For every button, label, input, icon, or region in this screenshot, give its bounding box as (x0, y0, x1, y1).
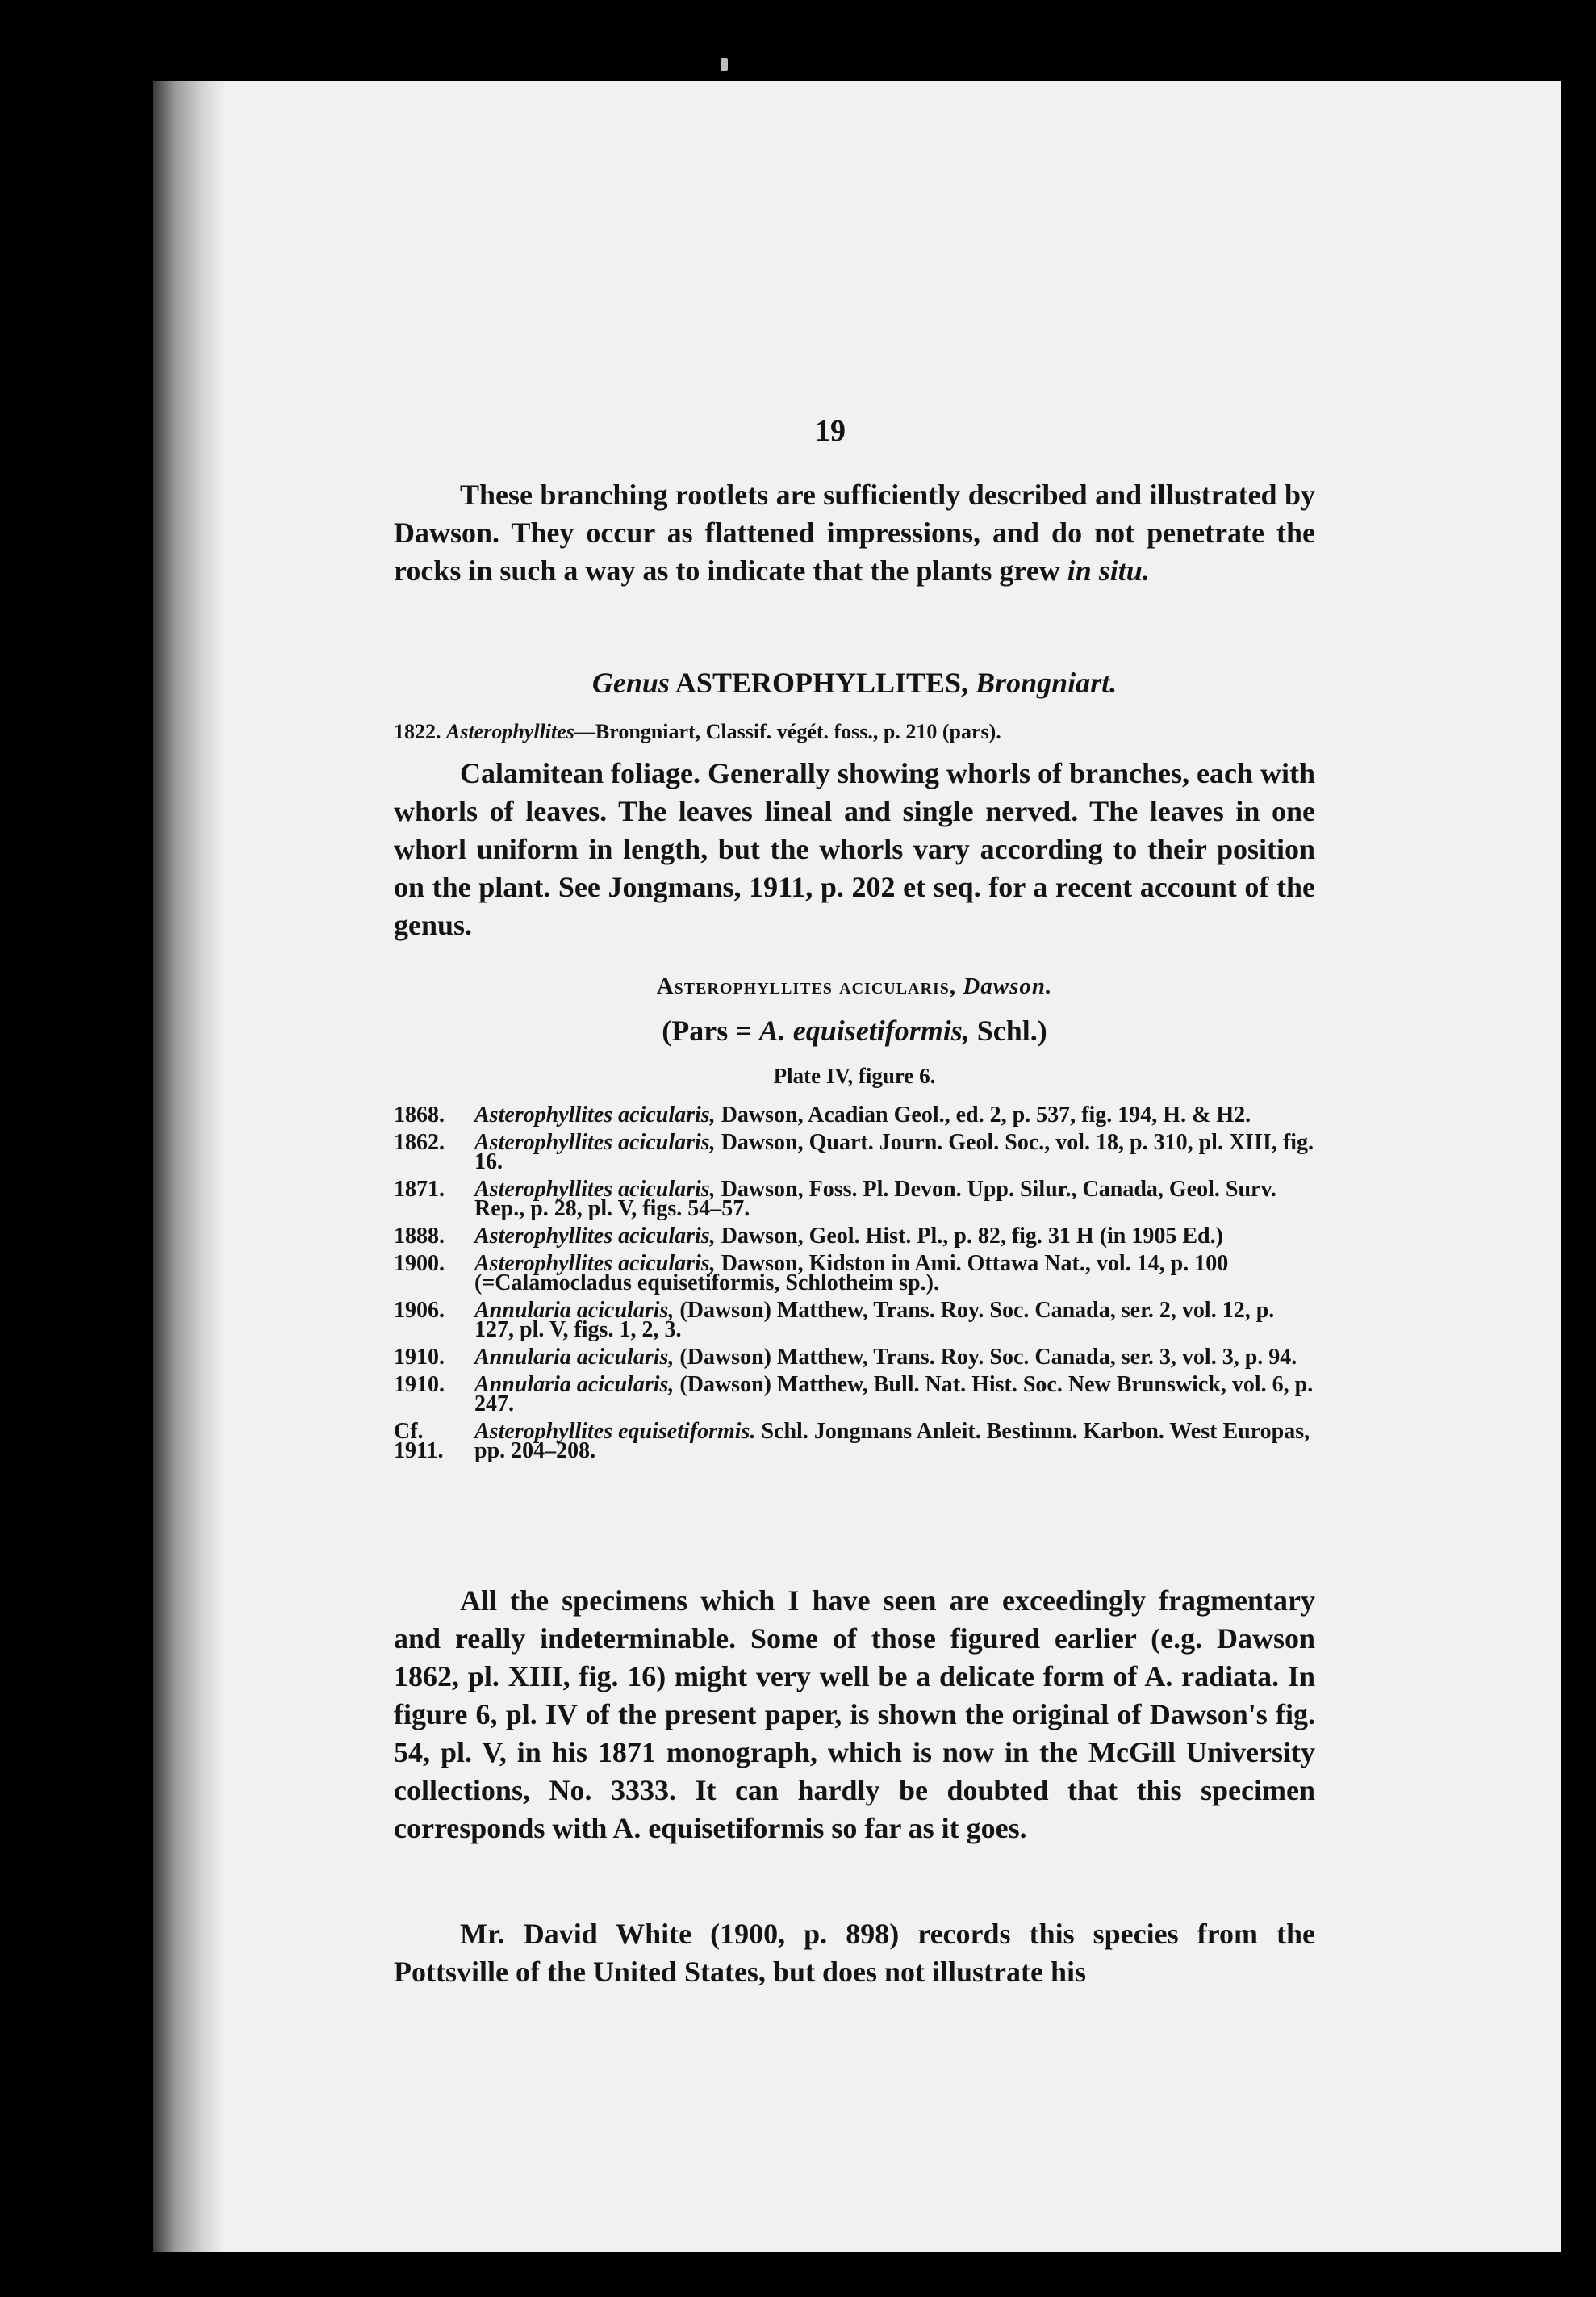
synonymy-year: 1910. (394, 1372, 445, 1397)
genus-description-text: Calamitean foliage. Generally showing whorls of branches, each with whorls of leaves. The leaves lineal and single nerved. The leaves in one whorl uniform in length, but the whorls vary according to their position on the plant. See Jongmans, 1911, p. 202 et seq. for a recent account of the genus. (394, 757, 1315, 941)
synonymy-taxon: Asterophyllites equisetiformis. (474, 1419, 756, 1444)
synonymy-year: 1910. (394, 1345, 445, 1370)
book-spine-shadow (153, 81, 226, 2252)
synonymy-taxon: Asterophyllites acicularis, (474, 1177, 716, 1202)
synonymy-entry (394, 1372, 1315, 1416)
synonymy-citation: (Dawson) Matthew, Trans. Roy. Soc. Canada, ser. 2, vol. 12, p. 127, pl. V, figs. 1, 2, 3. (474, 1298, 1275, 1342)
synonymy-text (474, 1102, 1315, 1128)
synonymy-citation: Schl. Jongmans Anleit. Bestimm. Karbon. West Europas, pp. 204–208. (474, 1419, 1310, 1463)
page-number: 19 (815, 414, 846, 448)
intro-paragraph (394, 476, 1315, 590)
synonymy-citation: Dawson, Foss. Pl. Devon. Upp. Silur., Canada, Geol. Surv. Rep., p. 28, pl. V, figs. 54–57. (474, 1177, 1276, 1221)
synonymy-entry (394, 1298, 1315, 1342)
synonymy-year: 1871. (394, 1177, 445, 1202)
synonymy-taxon: Annularia acicularis, (474, 1372, 675, 1397)
scan-mark (721, 58, 728, 71)
synonymy-entry (394, 1224, 1315, 1249)
synonymy-text (474, 1298, 1315, 1342)
pars-prefix: (Pars = (662, 1015, 752, 1047)
discussion-1-text: All the specimens which I have seen are exceedingly fragmentary and really indeterminable. Some of those figured earlier (e.g. Dawson 1862, pl. XIII, fig. 16) might very well be a delicate form of A. radiata. In figure 6, pl. IV of the present paper, is shown the original of Dawson's fig. 54, pl. V, in his 1871 monograph, which is now in the McGill University collections, No. 3333. It can hardly be doubted that this specimen corresponds with A. equisetiformis so far as it goes. (394, 1584, 1315, 1844)
synonymy-entry (394, 1102, 1315, 1128)
synonymy-taxon: Asterophyllites acicularis, (474, 1224, 716, 1249)
genus-reference (394, 720, 1315, 744)
synonymy-text (474, 1130, 1315, 1174)
intro-italic: in situ. (1067, 554, 1150, 587)
synonymy-text (474, 1251, 1315, 1295)
genus-ref-taxon: Asterophyllites (446, 720, 574, 743)
synonymy-taxon: Asterophyllites acicularis, (474, 1130, 716, 1155)
synonymy-taxon: Annularia acicularis, (474, 1298, 675, 1323)
pars-taxon: A. equisetiformis, (758, 1015, 970, 1047)
synonymy-taxon: Asterophyllites acicularis, (474, 1251, 716, 1276)
synonymy-taxon: Asterophyllites acicularis, (474, 1102, 716, 1128)
pars-suffix: Schl.) (976, 1015, 1047, 1047)
synonymy-year: 1906. (394, 1298, 445, 1323)
synonymy-citation: Dawson, Acadian Geol., ed. 2, p. 537, fig. 194, H. & H2. (721, 1102, 1251, 1128)
synonymy-citation: Dawson, Geol. Hist. Pl., p. 82, fig. 31 H (in 1905 Ed.) (721, 1224, 1223, 1249)
synonymy-entry (394, 1251, 1315, 1295)
species-heading (394, 973, 1315, 1000)
synonymy-year: 1888. (394, 1224, 445, 1249)
genus-heading (394, 666, 1315, 700)
synonymy-text (474, 1419, 1315, 1463)
synonymy-year: 1900. (394, 1251, 445, 1276)
synonymy-citation: Dawson, Kidston in Ami. Ottawa Nat., vol. 14, p. 100 (=Calamocladus equisetiformis, Schlotheim sp.). (474, 1251, 1229, 1295)
synonymy-citation: Dawson, Quart. Journ. Geol. Soc., vol. 18, p. 310, pl. XIII, fig. 16. (474, 1130, 1314, 1174)
genus-name: ASTEROPHYLLITES, (675, 667, 969, 699)
synonymy-entry (394, 1345, 1315, 1370)
synonymy-year: 1868. (394, 1102, 445, 1128)
synonymy-citation: (Dawson) Matthew, Bull. Nat. Hist. Soc. New Brunswick, vol. 6, p. 247. (474, 1372, 1314, 1416)
species-pars-line (394, 1014, 1315, 1048)
discussion-2-text: Mr. David White (1900, p. 898) records this species from the Pottsville of the United States, but does not illustrate his (394, 1918, 1315, 1988)
synonymy-text (474, 1177, 1315, 1221)
genus-ref-text: —Brongniart, Classif. végét. foss., p. 210 (pars). (574, 720, 1001, 743)
synonymy-year: Cf. 1911. (394, 1419, 444, 1463)
synonymy-taxon: Annularia acicularis, (474, 1345, 675, 1370)
plate-reference: Plate IV, figure 6. (773, 1064, 936, 1088)
synonymy-entry (394, 1419, 1315, 1463)
synonymy-citation: (Dawson) Matthew, Trans. Roy. Soc. Canada, ser. 3, vol. 3, p. 94. (679, 1345, 1297, 1370)
species-name: Asterophyllites acicularis, (656, 973, 957, 999)
synonymy-year: 1862. (394, 1130, 445, 1155)
synonymy-entry (394, 1130, 1315, 1174)
genus-author: Brongniart. (976, 667, 1118, 699)
discussion-paragraph-2 (394, 1915, 1315, 1991)
species-author: Dawson. (963, 973, 1053, 999)
synonymy-text (474, 1345, 1315, 1370)
genus-description (394, 755, 1315, 944)
genus-ref-year: 1822. (394, 720, 441, 743)
intro-text: These branching rootlets are sufficiently described and illustrated by Dawson. They occur as flattened impressions, and do not penetrate the rocks in such a way as to indicate that the plants grew (394, 479, 1315, 587)
synonymy-list (394, 1102, 1315, 1469)
synonymy-text (474, 1224, 1315, 1249)
genus-label: Genus (591, 667, 670, 699)
synonymy-text (474, 1372, 1315, 1416)
discussion-paragraph-1 (394, 1582, 1315, 1847)
synonymy-entry (394, 1177, 1315, 1221)
